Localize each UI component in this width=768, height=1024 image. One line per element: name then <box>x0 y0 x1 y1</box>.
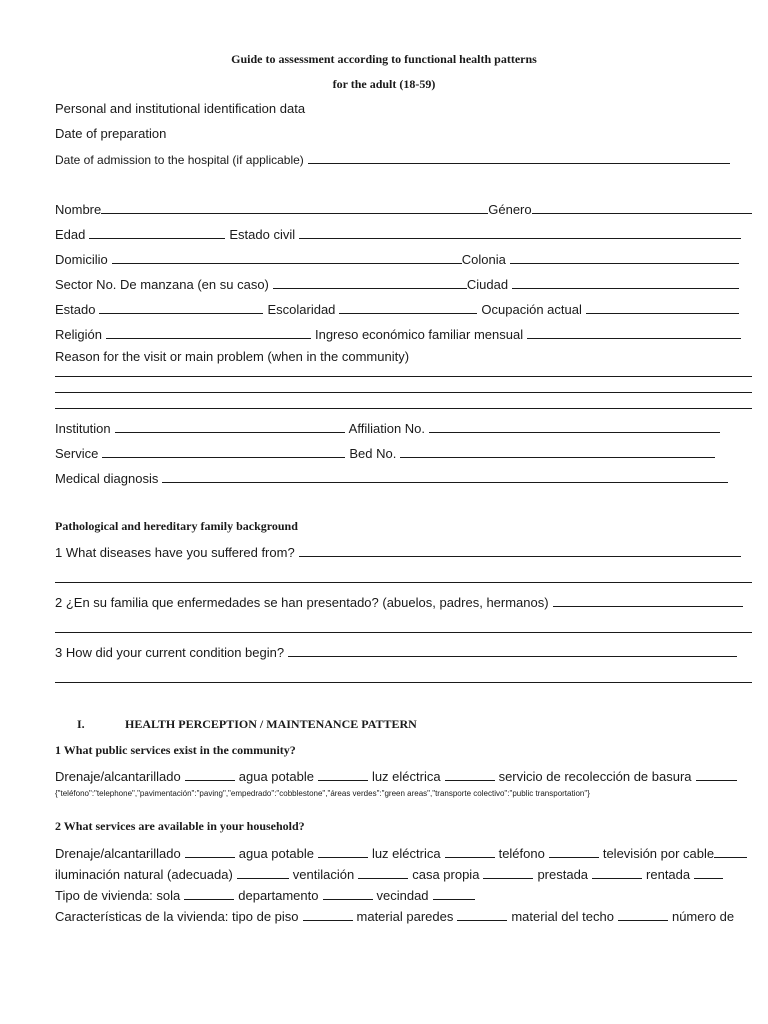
pattern-q1: 1 What public services exist in the community? <box>55 743 296 757</box>
departamento-field[interactable] <box>323 886 373 900</box>
estado-label: Estado <box>55 302 96 317</box>
iluminacion-field[interactable] <box>237 865 289 879</box>
date-preparation-label: Date of preparation <box>55 126 167 141</box>
background-q2-field[interactable] <box>553 593 743 607</box>
background-q2-line[interactable] <box>55 632 752 633</box>
colonia-field[interactable] <box>510 250 739 264</box>
house-drenaje-label: Drenaje/alcantarillado <box>55 846 181 861</box>
estado-field[interactable] <box>99 300 263 314</box>
public-luz-label: luz eléctrica <box>371 769 441 784</box>
bed-label: Bed No. <box>349 446 397 461</box>
edad-label: Edad <box>55 227 86 242</box>
reason-line-3[interactable] <box>55 408 752 409</box>
nombre-row <box>55 200 752 218</box>
rentada-field[interactable] <box>694 865 723 879</box>
date-admission-field[interactable] <box>308 150 730 164</box>
ventilacion-label: ventilación <box>292 867 355 882</box>
affiliation-label: Affiliation No. <box>348 421 426 436</box>
vecindad-label: vecindad <box>376 888 429 903</box>
service-label: Service <box>55 446 99 461</box>
reason-line-1[interactable] <box>55 376 752 377</box>
background-q1-label: 1 What diseases have you suffered from? <box>55 545 295 560</box>
house-tv-label: televisión por cable <box>602 846 715 861</box>
form-title-line1: Guide to assessment according to functional health patterns <box>231 52 537 66</box>
date-admission-label: Date of admission to the hospital (if applicable) <box>55 153 304 167</box>
casa-propia-field[interactable] <box>483 865 533 879</box>
diagnosis-row <box>55 469 728 487</box>
genero-field[interactable] <box>532 200 752 214</box>
institution-row <box>55 419 720 437</box>
estado-civil-label: Estado civil <box>229 227 296 242</box>
ingreso-field[interactable] <box>527 325 741 339</box>
house-luz-field[interactable] <box>445 844 495 858</box>
numero-de-label: número de <box>671 909 735 924</box>
public-agua-label: agua potable <box>238 769 314 784</box>
public-drenaje-field[interactable] <box>185 767 235 781</box>
house-telefono-label: teléfono <box>498 846 545 861</box>
background-q2-row <box>55 593 743 611</box>
sola-field[interactable] <box>184 886 234 900</box>
ocupacion-label: Ocupación actual <box>481 302 582 317</box>
religion-label: Religión <box>55 327 102 342</box>
background-q3-field[interactable] <box>288 643 737 657</box>
iluminacion-label: iluminación natural (adecuada) <box>55 867 233 882</box>
house-luz-label: luz eléctrica <box>371 846 441 861</box>
sector-field[interactable] <box>273 275 467 289</box>
institution-field[interactable] <box>115 419 345 433</box>
material-paredes-label: material paredes <box>356 909 454 924</box>
background-q1-field[interactable] <box>299 543 741 557</box>
service-row <box>55 444 715 462</box>
house-agua-field[interactable] <box>318 844 368 858</box>
sector-row <box>55 275 739 293</box>
public-services-row <box>55 767 737 785</box>
public-basura-label: servicio de recolección de basura <box>498 769 692 784</box>
genero-label: Género <box>488 202 532 217</box>
household-row-4 <box>55 907 735 925</box>
public-drenaje-label: Drenaje/alcantarillado <box>55 769 181 784</box>
escolaridad-field[interactable] <box>339 300 477 314</box>
colonia-label: Colonia <box>461 252 506 267</box>
vecindad-field[interactable] <box>433 886 475 900</box>
material-techo-field[interactable] <box>618 907 668 921</box>
prestada-label: prestada <box>537 867 589 882</box>
domicilio-label: Domicilio <box>55 252 108 267</box>
material-paredes-field[interactable] <box>457 907 507 921</box>
service-field[interactable] <box>102 444 345 458</box>
public-basura-field[interactable] <box>696 767 737 781</box>
edad-field[interactable] <box>89 225 225 239</box>
background-q3-row <box>55 643 737 661</box>
background-q3-label: 3 How did your current condition begin? <box>55 645 285 660</box>
date-admission-row <box>55 150 730 168</box>
ciudad-label: Ciudad <box>466 277 509 292</box>
tipo-vivienda-label: Tipo de vivienda: sola <box>55 888 181 903</box>
background-q3-line[interactable] <box>55 682 752 683</box>
domicilio-field[interactable] <box>112 250 462 264</box>
house-agua-label: agua potable <box>238 846 314 861</box>
prestada-field[interactable] <box>592 865 642 879</box>
rentada-label: rentada <box>646 867 691 882</box>
pattern-q2: 2 What services are available in your household? <box>55 819 305 833</box>
institution-label: Institution <box>55 421 111 436</box>
edad-row <box>55 225 741 243</box>
pattern-numeral: I. <box>77 717 85 731</box>
background-q1-row <box>55 543 741 561</box>
diagnosis-label: Medical diagnosis <box>55 471 159 486</box>
departamento-label: departamento <box>238 888 319 903</box>
estado-row <box>55 300 739 318</box>
background-q2-label: 2 ¿En su familia que enfermedades se han presentado? (abuelos, padres, hermanos) <box>55 595 549 610</box>
public-luz-field[interactable] <box>445 767 495 781</box>
household-row-2 <box>55 865 723 883</box>
escolaridad-label: Escolaridad <box>267 302 336 317</box>
json-note: {"teléfono":"telephone","pavimentación":"paving","empedrado":"cobblestone","áreas verdes":"green areas","transporte colectivo":"public transportation"} <box>55 789 590 798</box>
religion-row <box>55 325 741 343</box>
form-title-line2: for the adult (18-59) <box>332 77 436 91</box>
nombre-label: Nombre <box>55 202 102 217</box>
house-telefono-field[interactable] <box>549 844 599 858</box>
pattern-heading: HEALTH PERCEPTION / MAINTENANCE PATTERN <box>125 717 417 731</box>
background-q1-line[interactable] <box>55 582 752 583</box>
religion-field[interactable] <box>106 325 311 339</box>
ventilacion-field[interactable] <box>358 865 408 879</box>
sector-label: Sector No. De manzana (en su caso) <box>55 277 269 292</box>
ciudad-field[interactable] <box>512 275 739 289</box>
domicilio-row <box>55 250 739 268</box>
bed-field[interactable] <box>400 444 715 458</box>
diagnosis-field[interactable] <box>162 469 728 483</box>
household-row-3 <box>55 886 475 904</box>
reason-label: Reason for the visit or main problem (when in the community) <box>55 349 410 364</box>
personal-data-label: Personal and institutional identification data <box>55 101 306 116</box>
casa-propia-label: casa propia <box>412 867 480 882</box>
public-agua-field[interactable] <box>318 767 368 781</box>
affiliation-field[interactable] <box>429 419 720 433</box>
estado-civil-field[interactable] <box>299 225 741 239</box>
household-row-1 <box>55 844 747 862</box>
reason-line-2[interactable] <box>55 392 752 393</box>
caracteristicas-label: Características de la vivienda: tipo de piso <box>55 909 299 924</box>
background-heading: Pathological and hereditary family background <box>55 519 298 533</box>
nombre-field[interactable] <box>101 200 488 214</box>
house-drenaje-field[interactable] <box>185 844 235 858</box>
material-techo-label: material del techo <box>511 909 614 924</box>
ocupacion-field[interactable] <box>586 300 739 314</box>
house-tv-field[interactable] <box>714 844 747 858</box>
tipo-piso-field[interactable] <box>303 907 353 921</box>
ingreso-label: Ingreso económico familiar mensual <box>314 327 524 342</box>
